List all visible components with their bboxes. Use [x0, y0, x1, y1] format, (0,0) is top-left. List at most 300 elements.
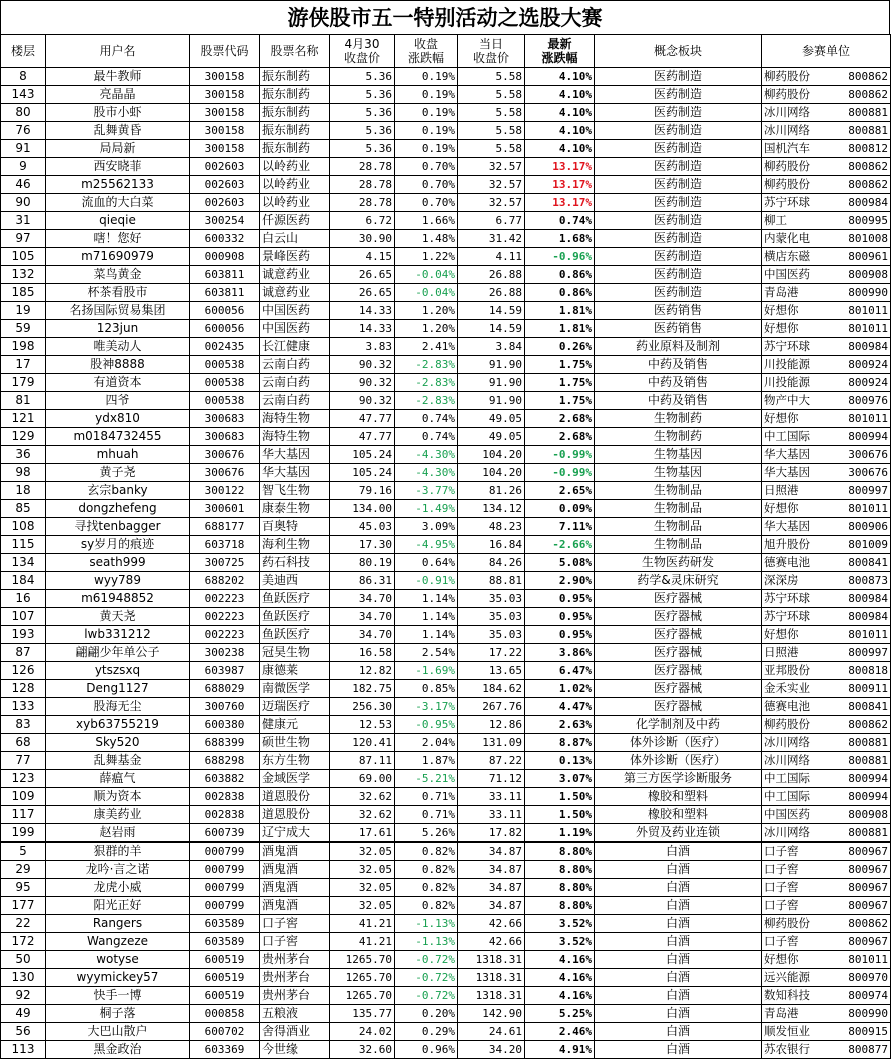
- today-close-cell: 81.26: [458, 482, 525, 500]
- today-close-cell: 42.66: [458, 933, 525, 951]
- header-user: 用户名: [46, 35, 190, 68]
- floor-cell: 18: [1, 482, 46, 500]
- header-close-0430: [330, 35, 395, 68]
- change-cell: 0.20%: [395, 1005, 458, 1023]
- stock-code-cell: 600519: [190, 969, 260, 987]
- unit-name: 冰川网络: [764, 123, 810, 137]
- latest-change-cell: 0.09%: [525, 500, 595, 518]
- unit-code: 800976: [848, 394, 888, 407]
- sector-cell: 医疗器械: [595, 644, 762, 662]
- latest-change-cell: 2.90%: [525, 572, 595, 590]
- stock-name-cell: 以岭药业: [260, 176, 330, 194]
- floor-cell: 76: [1, 122, 46, 140]
- floor-cell: 8: [1, 68, 46, 86]
- table-row: [1, 716, 891, 734]
- close-0430-cell: 28.78: [330, 194, 395, 212]
- unit-code: 800967: [848, 899, 888, 912]
- latest-change-cell: 0.86%: [525, 284, 595, 302]
- today-close-cell: 31.42: [458, 230, 525, 248]
- username-cell: 黑金政治: [46, 1041, 190, 1059]
- close-0430-cell: 86.31: [330, 572, 395, 590]
- stock-name-cell: 云南白药: [260, 392, 330, 410]
- stock-code-cell: 002223: [190, 608, 260, 626]
- unit-name: 柳药股份: [764, 916, 810, 930]
- latest-change-cell: 2.46%: [525, 1023, 595, 1041]
- stock-code-cell: 603882: [190, 770, 260, 788]
- table-row: [1, 212, 891, 230]
- username-cell: 快手一博: [46, 987, 190, 1005]
- unit-cell: [762, 806, 891, 824]
- unit-code: 800877: [848, 1043, 888, 1056]
- change-cell: -0.91%: [395, 572, 458, 590]
- today-close-cell: 1318.31: [458, 969, 525, 987]
- change-cell: -4.95%: [395, 536, 458, 554]
- stock-name-cell: 贵州茅台: [260, 951, 330, 969]
- unit-cell: [762, 158, 891, 176]
- sector-cell: 医药制造: [595, 266, 762, 284]
- latest-change-cell: 4.16%: [525, 951, 595, 969]
- change-cell: 0.82%: [395, 842, 458, 861]
- header-close-0430-line2: 收盘价: [343, 51, 380, 65]
- unit-code: 800994: [848, 790, 888, 803]
- floor-cell: 81: [1, 392, 46, 410]
- stock-name-cell: 道恩股份: [260, 788, 330, 806]
- floor-cell: 17: [1, 356, 46, 374]
- close-0430-cell: 256.30: [330, 698, 395, 716]
- unit-cell: [762, 356, 891, 374]
- stock-name-cell: 舍得酒业: [260, 1023, 330, 1041]
- header-today-line2: 收盘价: [472, 51, 509, 65]
- latest-change-cell: 1.68%: [525, 230, 595, 248]
- stock-code-cell: 000538: [190, 392, 260, 410]
- stock-code-cell: 688029: [190, 680, 260, 698]
- unit-code: 800984: [848, 340, 888, 353]
- floor-cell: 95: [1, 879, 46, 897]
- change-cell: 0.19%: [395, 122, 458, 140]
- stock-name-cell: 振东制药: [260, 104, 330, 122]
- unit-cell: [762, 536, 891, 554]
- table-row: [1, 879, 891, 897]
- close-0430-cell: 5.36: [330, 104, 395, 122]
- close-0430-cell: 32.05: [330, 842, 395, 861]
- latest-change-cell: 0.74%: [525, 212, 595, 230]
- stock-code-cell: 603589: [190, 933, 260, 951]
- unit-name: 中工国际: [764, 771, 810, 785]
- change-cell: 0.96%: [395, 1041, 458, 1059]
- unit-code: 800915: [848, 1025, 888, 1038]
- floor-cell: 108: [1, 518, 46, 536]
- close-0430-cell: 135.77: [330, 1005, 395, 1023]
- change-cell: 1.87%: [395, 752, 458, 770]
- stock-code-cell: 300158: [190, 140, 260, 158]
- today-close-cell: 84.26: [458, 554, 525, 572]
- today-close-cell: 142.90: [458, 1005, 525, 1023]
- unit-name: 深深房: [764, 573, 799, 587]
- floor-cell: 59: [1, 320, 46, 338]
- floor-cell: 16: [1, 590, 46, 608]
- stock-name-cell: 酒鬼酒: [260, 897, 330, 915]
- stock-code-cell: 688399: [190, 734, 260, 752]
- floor-cell: 128: [1, 680, 46, 698]
- stock-name-cell: 口子窖: [260, 933, 330, 951]
- latest-change-cell: 2.68%: [525, 410, 595, 428]
- change-cell: -3.17%: [395, 698, 458, 716]
- stock-name-cell: 海特生物: [260, 428, 330, 446]
- unit-code: 801011: [848, 322, 888, 335]
- unit-code: 800970: [848, 971, 888, 984]
- unit-cell: [762, 284, 891, 302]
- latest-change-cell: 0.95%: [525, 626, 595, 644]
- today-close-cell: 48.23: [458, 518, 525, 536]
- username-cell: 玄宗banky: [46, 482, 190, 500]
- table-row: [1, 987, 891, 1005]
- close-0430-cell: 1265.70: [330, 951, 395, 969]
- floor-cell: 132: [1, 266, 46, 284]
- sector-cell: 白酒: [595, 879, 762, 897]
- today-close-cell: 91.90: [458, 392, 525, 410]
- sector-cell: 外贸及药业连锁: [595, 824, 762, 843]
- unit-cell: [762, 194, 891, 212]
- close-0430-cell: 26.65: [330, 284, 395, 302]
- sector-cell: 医药制造: [595, 104, 762, 122]
- unit-name: 柳药股份: [764, 87, 810, 101]
- stock-name-cell: 南微医学: [260, 680, 330, 698]
- stock-code-cell: 300158: [190, 68, 260, 86]
- floor-cell: 91: [1, 140, 46, 158]
- stock-name-cell: 中国医药: [260, 320, 330, 338]
- floor-cell: 9: [1, 158, 46, 176]
- change-cell: 0.82%: [395, 861, 458, 879]
- unit-code: 800841: [848, 556, 888, 569]
- floor-cell: 49: [1, 1005, 46, 1023]
- close-0430-cell: 3.83: [330, 338, 395, 356]
- change-cell: 1.14%: [395, 626, 458, 644]
- close-0430-cell: 6.72: [330, 212, 395, 230]
- today-close-cell: 5.58: [458, 68, 525, 86]
- close-0430-cell: 26.65: [330, 266, 395, 284]
- header-change-line2: 涨跌幅: [407, 51, 444, 65]
- close-0430-cell: 80.19: [330, 554, 395, 572]
- unit-name: 中国医药: [764, 267, 810, 281]
- unit-name: 冰川网络: [764, 753, 810, 767]
- unit-name: 内蒙化电: [764, 231, 810, 245]
- header-today-close: [458, 35, 525, 68]
- stock-name-cell: 酒鬼酒: [260, 842, 330, 861]
- change-cell: 2.04%: [395, 734, 458, 752]
- unit-cell: [762, 861, 891, 879]
- unit-code: 800984: [848, 592, 888, 605]
- unit-cell: [762, 590, 891, 608]
- table-row: [1, 140, 891, 158]
- floor-cell: 177: [1, 897, 46, 915]
- stock-name-cell: 海特生物: [260, 410, 330, 428]
- sector-cell: 医药制造: [595, 284, 762, 302]
- username-cell: 唯美动人: [46, 338, 190, 356]
- stock-name-cell: 云南白药: [260, 374, 330, 392]
- table-row: [1, 824, 891, 843]
- unit-code: 800911: [848, 682, 888, 695]
- floor-cell: 184: [1, 572, 46, 590]
- table-row: [1, 915, 891, 933]
- stock-name-cell: 康泰生物: [260, 500, 330, 518]
- stock-name-cell: 振东制药: [260, 86, 330, 104]
- unit-code: 800984: [848, 610, 888, 623]
- unit-name: 柳药股份: [764, 177, 810, 191]
- stock-code-cell: 000799: [190, 897, 260, 915]
- sector-cell: 医药制造: [595, 248, 762, 266]
- stock-name-cell: 美迪西: [260, 572, 330, 590]
- close-0430-cell: 1265.70: [330, 969, 395, 987]
- stock-code-cell: 300158: [190, 86, 260, 104]
- sheet-title: 游侠股市五一特别活动之选股大赛: [0, 0, 890, 34]
- table-row: [1, 482, 891, 500]
- change-cell: -0.72%: [395, 987, 458, 1005]
- close-0430-cell: 34.70: [330, 608, 395, 626]
- floor-cell: 19: [1, 302, 46, 320]
- header-today-line1: 当日: [478, 37, 503, 51]
- close-0430-cell: 12.53: [330, 716, 395, 734]
- table-row: [1, 572, 891, 590]
- unit-code: 800984: [848, 196, 888, 209]
- sector-cell: 医药销售: [595, 320, 762, 338]
- stock-code-cell: 002223: [190, 590, 260, 608]
- close-0430-cell: 90.32: [330, 374, 395, 392]
- latest-change-cell: 1.50%: [525, 788, 595, 806]
- unit-code: 800967: [848, 845, 888, 858]
- username-cell: 桐子落: [46, 1005, 190, 1023]
- sector-cell: 体外诊断（医疗）: [595, 734, 762, 752]
- close-0430-cell: 90.32: [330, 356, 395, 374]
- stock-name-cell: 康德莱: [260, 662, 330, 680]
- today-close-cell: 88.81: [458, 572, 525, 590]
- table-row: [1, 410, 891, 428]
- today-close-cell: 32.57: [458, 176, 525, 194]
- unit-cell: [762, 572, 891, 590]
- latest-change-cell: 5.08%: [525, 554, 595, 572]
- unit-cell: [762, 897, 891, 915]
- floor-cell: 105: [1, 248, 46, 266]
- table-row: [1, 644, 891, 662]
- change-cell: 1.66%: [395, 212, 458, 230]
- today-close-cell: 12.86: [458, 716, 525, 734]
- latest-change-cell: 8.80%: [525, 879, 595, 897]
- username-cell: 有道资本: [46, 374, 190, 392]
- stock-name-cell: 贵州茅台: [260, 987, 330, 1005]
- today-close-cell: 34.87: [458, 861, 525, 879]
- change-cell: 1.48%: [395, 230, 458, 248]
- table-row: [1, 518, 891, 536]
- change-cell: -1.13%: [395, 915, 458, 933]
- floor-cell: 68: [1, 734, 46, 752]
- today-close-cell: 5.58: [458, 122, 525, 140]
- close-0430-cell: 32.62: [330, 806, 395, 824]
- stock-code-cell: 002838: [190, 806, 260, 824]
- change-cell: 0.19%: [395, 86, 458, 104]
- latest-change-cell: 2.65%: [525, 482, 595, 500]
- sector-cell: 医疗器械: [595, 680, 762, 698]
- close-0430-cell: 5.36: [330, 122, 395, 140]
- unit-name: 中工国际: [764, 789, 810, 803]
- floor-cell: 22: [1, 915, 46, 933]
- sector-cell: 医药制造: [595, 176, 762, 194]
- floor-cell: 117: [1, 806, 46, 824]
- unit-name: 川投能源: [764, 357, 810, 371]
- unit-cell: [762, 770, 891, 788]
- table-row: [1, 590, 891, 608]
- username-cell: seath999: [46, 554, 190, 572]
- change-cell: 0.71%: [395, 788, 458, 806]
- today-close-cell: 17.22: [458, 644, 525, 662]
- username-cell: 嗐！您好: [46, 230, 190, 248]
- close-0430-cell: 14.33: [330, 320, 395, 338]
- latest-change-cell: 8.87%: [525, 734, 595, 752]
- table-row: [1, 933, 891, 951]
- username-cell: 股海无尘: [46, 698, 190, 716]
- change-cell: 3.09%: [395, 518, 458, 536]
- today-close-cell: 35.03: [458, 626, 525, 644]
- unit-name: 柳药股份: [764, 159, 810, 173]
- unit-name: 横店东磁: [764, 249, 810, 263]
- username-cell: Rangers: [46, 915, 190, 933]
- close-0430-cell: 17.30: [330, 536, 395, 554]
- floor-cell: 126: [1, 662, 46, 680]
- stock-name-cell: 以岭药业: [260, 158, 330, 176]
- stock-name-cell: 白云山: [260, 230, 330, 248]
- floor-cell: 77: [1, 752, 46, 770]
- table-row: [1, 752, 891, 770]
- latest-change-cell: 1.75%: [525, 374, 595, 392]
- change-cell: 0.74%: [395, 428, 458, 446]
- unit-code: 800974: [848, 989, 888, 1002]
- username-cell: Deng1127: [46, 680, 190, 698]
- table-row: [1, 626, 891, 644]
- unit-code: 800881: [848, 124, 888, 137]
- stock-name-cell: 鱼跃医疗: [260, 608, 330, 626]
- unit-cell: [762, 626, 891, 644]
- table-row: [1, 122, 891, 140]
- sector-cell: 医疗器械: [595, 626, 762, 644]
- unit-code: 800841: [848, 700, 888, 713]
- sector-cell: 白酒: [595, 842, 762, 861]
- unit-cell: [762, 933, 891, 951]
- unit-name: 好想你: [764, 321, 799, 335]
- unit-cell: [762, 1005, 891, 1023]
- close-0430-cell: 34.70: [330, 626, 395, 644]
- close-0430-cell: 47.77: [330, 428, 395, 446]
- stock-code-cell: 603369: [190, 1041, 260, 1059]
- close-0430-cell: 32.62: [330, 788, 395, 806]
- latest-change-cell: 13.17%: [525, 176, 595, 194]
- stock-code-cell: 688177: [190, 518, 260, 536]
- stock-code-cell: 688298: [190, 752, 260, 770]
- unit-code: 800967: [848, 863, 888, 876]
- unit-code: 800967: [848, 881, 888, 894]
- unit-name: 华大基因: [764, 465, 810, 479]
- stock-name-cell: 振东制药: [260, 140, 330, 158]
- close-0430-cell: 120.41: [330, 734, 395, 752]
- latest-change-cell: 3.07%: [525, 770, 595, 788]
- latest-change-cell: -0.96%: [525, 248, 595, 266]
- sector-cell: 橡胶和塑料: [595, 806, 762, 824]
- today-close-cell: 134.12: [458, 500, 525, 518]
- stock-name-cell: 酒鬼酒: [260, 879, 330, 897]
- stock-code-cell: 600739: [190, 824, 260, 843]
- table-row: [1, 338, 891, 356]
- unit-code: 800997: [848, 646, 888, 659]
- header-stock: 股票名称: [260, 35, 330, 68]
- table-row: [1, 608, 891, 626]
- unit-cell: [762, 212, 891, 230]
- sector-cell: 中药及销售: [595, 374, 762, 392]
- table-row: [1, 788, 891, 806]
- username-cell: 龙虎小威: [46, 879, 190, 897]
- change-cell: 0.70%: [395, 176, 458, 194]
- change-cell: 1.14%: [395, 590, 458, 608]
- today-close-cell: 104.20: [458, 464, 525, 482]
- unit-name: 口子窖: [764, 934, 799, 948]
- username-cell: lwb331212: [46, 626, 190, 644]
- unit-code: 800862: [848, 718, 888, 731]
- floor-cell: 85: [1, 500, 46, 518]
- latest-change-cell: 1.75%: [525, 392, 595, 410]
- unit-code: 800881: [848, 754, 888, 767]
- stock-code-cell: 603811: [190, 266, 260, 284]
- today-close-cell: 13.65: [458, 662, 525, 680]
- latest-change-cell: 13.17%: [525, 194, 595, 212]
- table-row: [1, 1023, 891, 1041]
- change-cell: 0.82%: [395, 879, 458, 897]
- change-cell: -0.95%: [395, 716, 458, 734]
- today-close-cell: 35.03: [458, 608, 525, 626]
- table-row: [1, 266, 891, 284]
- username-cell: 乱舞黄昏: [46, 122, 190, 140]
- sector-cell: 白酒: [595, 915, 762, 933]
- change-cell: 1.22%: [395, 248, 458, 266]
- today-close-cell: 91.90: [458, 374, 525, 392]
- header-sector: 概念板块: [595, 35, 762, 68]
- floor-cell: 193: [1, 626, 46, 644]
- username-cell: m71690979: [46, 248, 190, 266]
- stock-code-cell: 600056: [190, 320, 260, 338]
- username-cell: 股市小虾: [46, 104, 190, 122]
- stock-name-cell: 诚意药业: [260, 266, 330, 284]
- username-cell: 名扬国际贸易集团: [46, 302, 190, 320]
- unit-name: 苏宁环球: [764, 591, 810, 605]
- change-cell: 0.85%: [395, 680, 458, 698]
- floor-cell: 130: [1, 969, 46, 987]
- latest-change-cell: 0.13%: [525, 752, 595, 770]
- table-row: [1, 500, 891, 518]
- unit-cell: [762, 428, 891, 446]
- stock-code-cell: 300683: [190, 428, 260, 446]
- unit-code: 801009: [848, 538, 888, 551]
- stock-code-cell: 688202: [190, 572, 260, 590]
- today-close-cell: 1318.31: [458, 951, 525, 969]
- unit-name: 亚邦股份: [764, 663, 810, 677]
- table-row: [1, 861, 891, 879]
- table-row: [1, 897, 891, 915]
- sector-cell: 白酒: [595, 951, 762, 969]
- floor-cell: 5: [1, 842, 46, 861]
- stock-code-cell: 600380: [190, 716, 260, 734]
- unit-cell: [762, 987, 891, 1005]
- latest-change-cell: 1.02%: [525, 680, 595, 698]
- username-cell: 杯茶看股市: [46, 284, 190, 302]
- stock-code-cell: 000908: [190, 248, 260, 266]
- unit-code: 801011: [848, 953, 888, 966]
- contest-table: [0, 34, 891, 1059]
- latest-change-cell: -2.66%: [525, 536, 595, 554]
